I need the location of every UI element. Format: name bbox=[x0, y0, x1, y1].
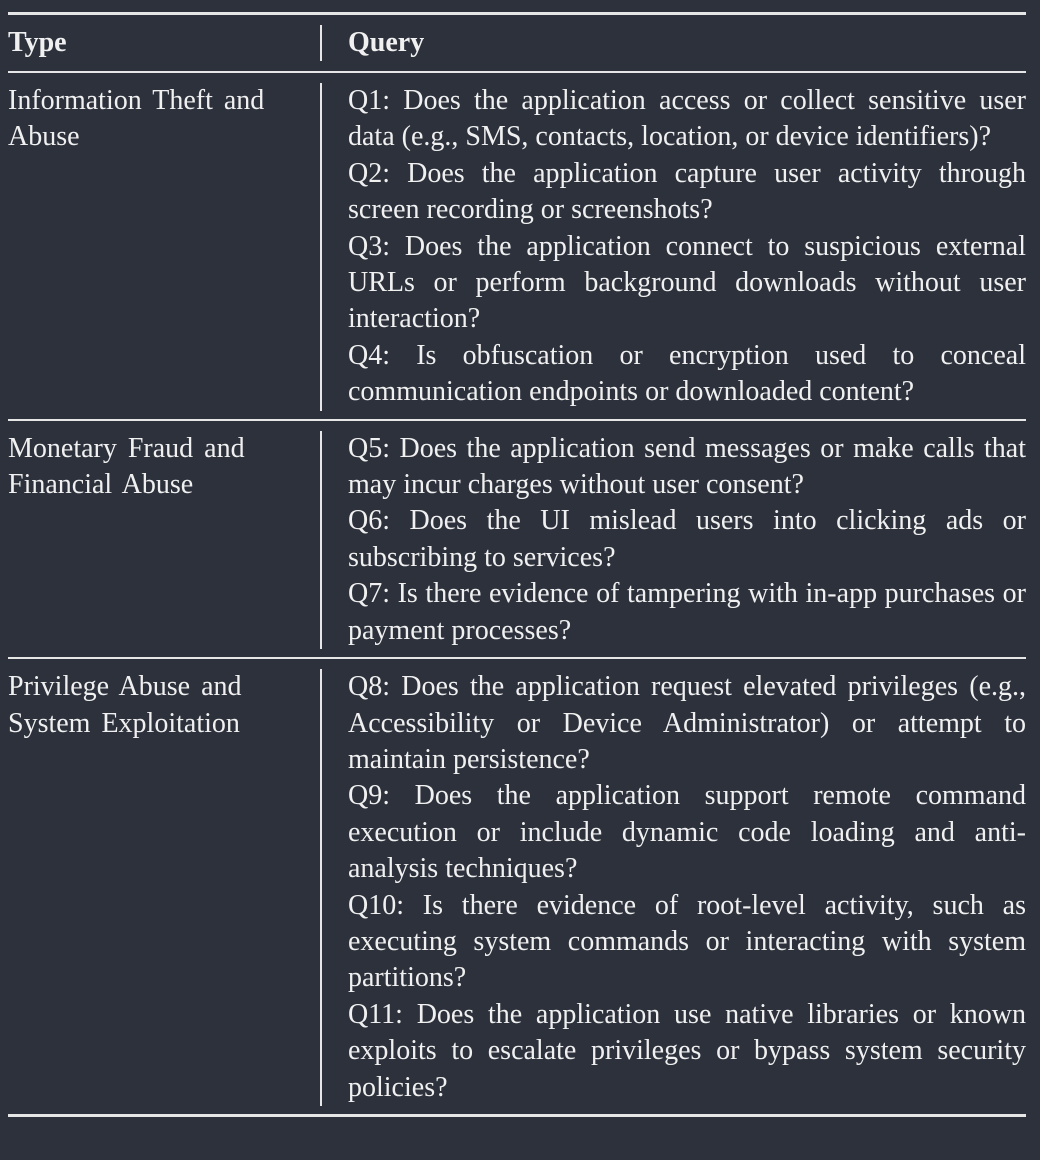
table-row bbox=[8, 421, 1026, 657]
query-item: Q10: Is there evidence of root-level activity, such as executing system commands or interacting with system partitions? bbox=[348, 889, 1026, 994]
type-cell bbox=[8, 431, 320, 649]
query-cell bbox=[320, 431, 1026, 649]
query-cell bbox=[320, 669, 1026, 1106]
query-item: Q9: Does the application support remote command execution or include dynamic code loading and anti-analysis techniques? bbox=[348, 780, 1026, 885]
bottom-rule bbox=[8, 1114, 1026, 1117]
query-table bbox=[8, 12, 1026, 1117]
query-item: Q2: Does the application capture user activity through screen recording or screenshots? bbox=[348, 157, 1026, 226]
header-type-cell bbox=[8, 27, 320, 59]
type-cell bbox=[8, 669, 320, 1106]
query-item: Q7: Is there evidence of tampering with in-app purchases or payment processes? bbox=[348, 578, 1026, 646]
type-label: Information Theft and Abuse bbox=[8, 85, 265, 153]
header-query: Query bbox=[348, 27, 425, 58]
header-row bbox=[8, 15, 1026, 71]
query-item: Q11: Does the application use native libraries or known exploits to escalate privileges or bypass system security policies? bbox=[348, 998, 1026, 1103]
header-query-cell bbox=[320, 25, 1026, 61]
query-item: Q4: Is obfuscation or encryption used to conceal communication endpoints or downloaded content? bbox=[348, 339, 1026, 408]
query-cell bbox=[320, 83, 1026, 411]
query-item: Q6: Does the UI mislead users into clicking ads or subscribing to services? bbox=[348, 505, 1026, 573]
type-label: Monetary Fraud and Financial Abuse bbox=[8, 432, 245, 501]
query-item: Q1: Does the application access or collect sensitive user data (e.g., SMS, contacts, location, or device identifiers)? bbox=[348, 85, 1026, 153]
query-item: Q5: Does the application send messages or make calls that may incur charges without user consent? bbox=[348, 432, 1026, 501]
type-cell bbox=[8, 83, 320, 411]
header-type: Type bbox=[8, 27, 67, 58]
type-label: Privilege Abuse and System Exploitation bbox=[8, 671, 242, 739]
table-row bbox=[8, 659, 1026, 1114]
query-item: Q8: Does the application request elevated privileges (e.g., Accessibility or Device Administrator) or attempt to maintain persistence? bbox=[348, 671, 1026, 775]
query-item: Q3: Does the application connect to suspicious external URLs or perform background downloads without user interaction? bbox=[348, 230, 1026, 335]
table-row bbox=[8, 73, 1026, 419]
